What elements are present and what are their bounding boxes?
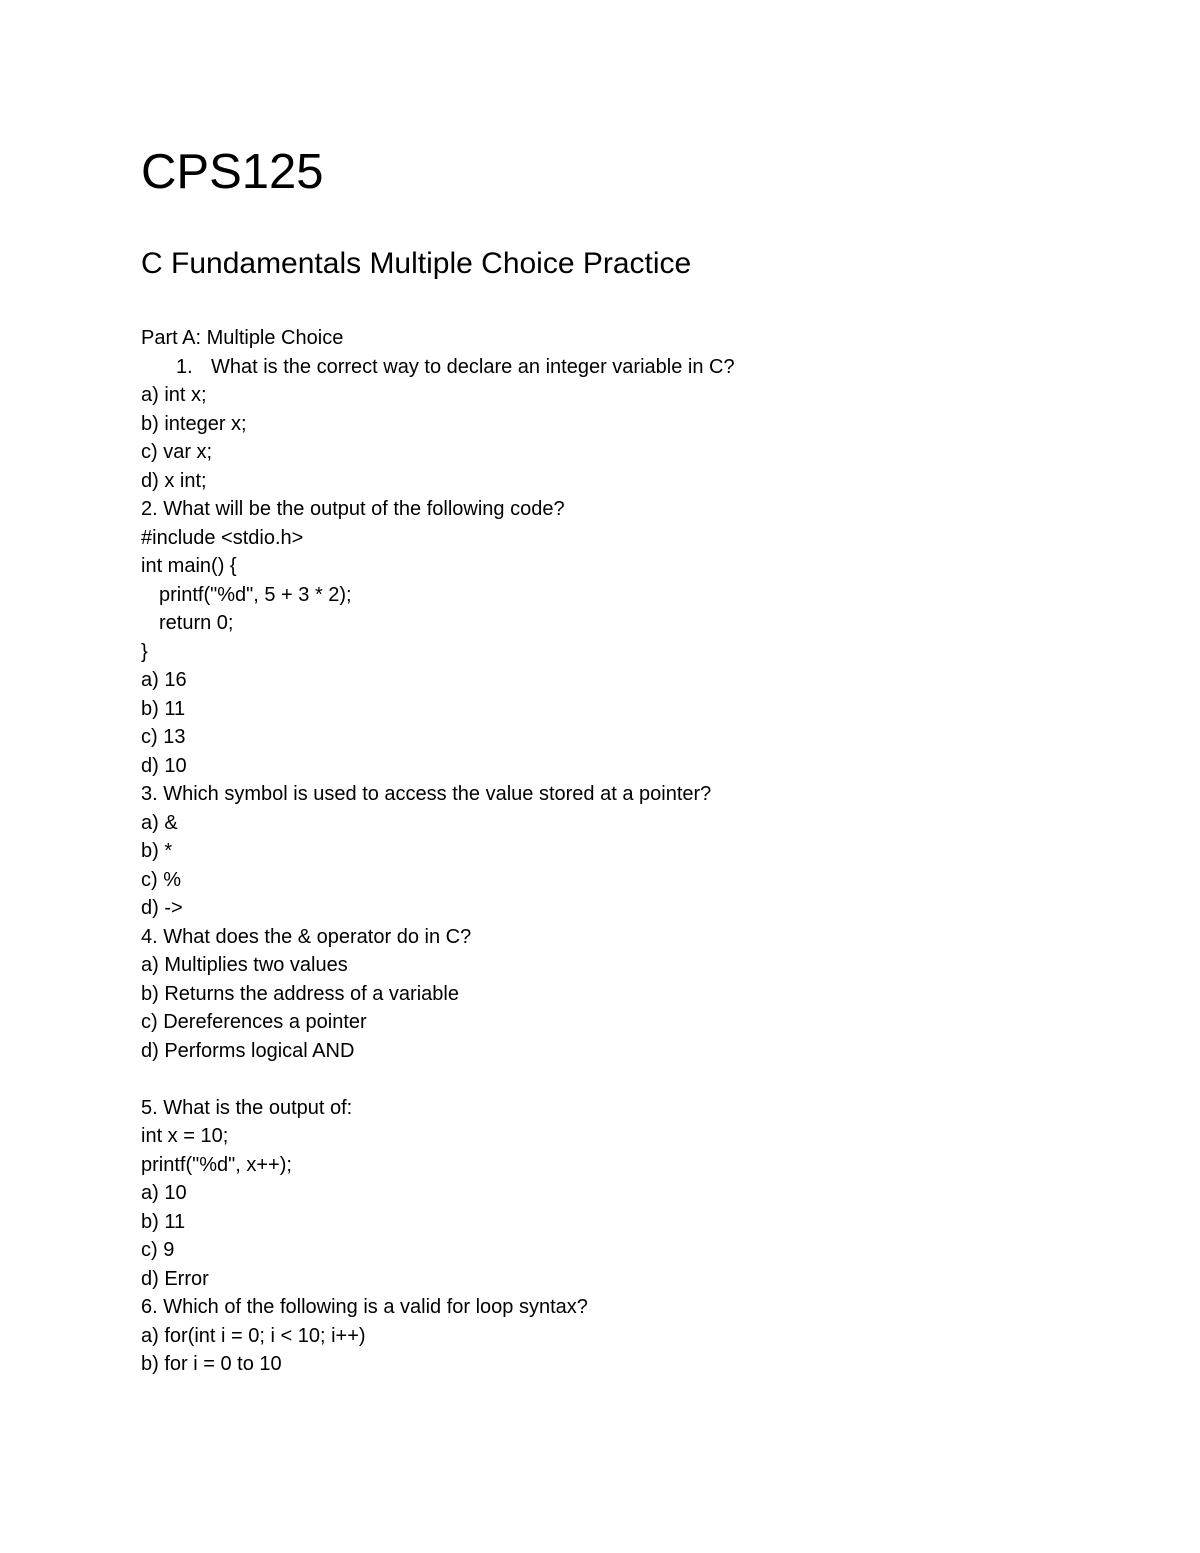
course-title: CPS125 <box>141 145 324 199</box>
question-2-option-c: c) 13 <box>141 726 186 748</box>
question-1-number: 1. <box>176 355 193 378</box>
code-line: #include <stdio.h> <box>141 526 304 549</box>
code-line: printf("%d", x++); <box>141 1153 292 1176</box>
question-list <box>141 324 1121 1379</box>
blank-line <box>141 1065 1121 1094</box>
question-2-option-b: b) 11 <box>141 697 186 720</box>
question-6-option-b: b) for i = 0 to 10 <box>141 1353 282 1375</box>
code-line: printf("%d", 5 + 3 * 2); <box>159 583 352 606</box>
question-3-option-a: a) & <box>141 811 178 834</box>
question-4-text: 4. What does the & operator do in C? <box>141 925 472 948</box>
question-5-option-b: b) 11 <box>141 1210 186 1233</box>
question-4-option-c: c) Dereferences a pointer <box>141 1011 367 1033</box>
question-2-option-d: d) 10 <box>141 754 187 777</box>
question-5-option-d: d) Error <box>141 1267 209 1290</box>
question-4-option-b: b) Returns the address of a variable <box>141 982 459 1005</box>
question-1-option-c: c) var x; <box>141 441 213 463</box>
document-subtitle: C Fundamentals Multiple Choice Practice <box>141 247 692 280</box>
question-3-option-c: c) % <box>141 868 181 891</box>
question-1 <box>141 353 1121 382</box>
question-3-option-b: b) * <box>141 840 173 862</box>
question-5-text: 5. What is the output of: <box>141 1096 353 1119</box>
question-3-option-d: d) -> <box>141 897 183 919</box>
question-2-text: 2. What will be the output of the following code? <box>141 498 565 520</box>
code-line: return 0; <box>159 612 234 634</box>
code-line: } <box>141 640 148 663</box>
question-2-option-a: a) 16 <box>141 669 187 691</box>
question-1-option-b: b) integer x; <box>141 412 247 435</box>
question-4-option-d: d) Performs logical AND <box>141 1039 355 1062</box>
question-5-option-a: a) 10 <box>141 1182 187 1204</box>
question-4-option-a: a) Multiplies two values <box>141 954 348 976</box>
question-1-option-d: d) x int; <box>141 469 207 492</box>
part-title: Part A: Multiple Choice <box>141 327 344 349</box>
code-line: int main() { <box>141 555 237 577</box>
question-1-option-a: a) int x; <box>141 384 207 406</box>
question-1-text: What is the correct way to declare an integer variable in C? <box>211 355 735 378</box>
question-3-text: 3. Which symbol is used to access the value stored at a pointer? <box>141 783 712 805</box>
question-6-text: 6. Which of the following is a valid for loop syntax? <box>141 1296 588 1318</box>
code-line: int x = 10; <box>141 1125 229 1147</box>
question-5-option-c: c) 9 <box>141 1239 175 1261</box>
question-6-option-a: a) for(int i = 0; i < 10; i++) <box>141 1324 366 1347</box>
